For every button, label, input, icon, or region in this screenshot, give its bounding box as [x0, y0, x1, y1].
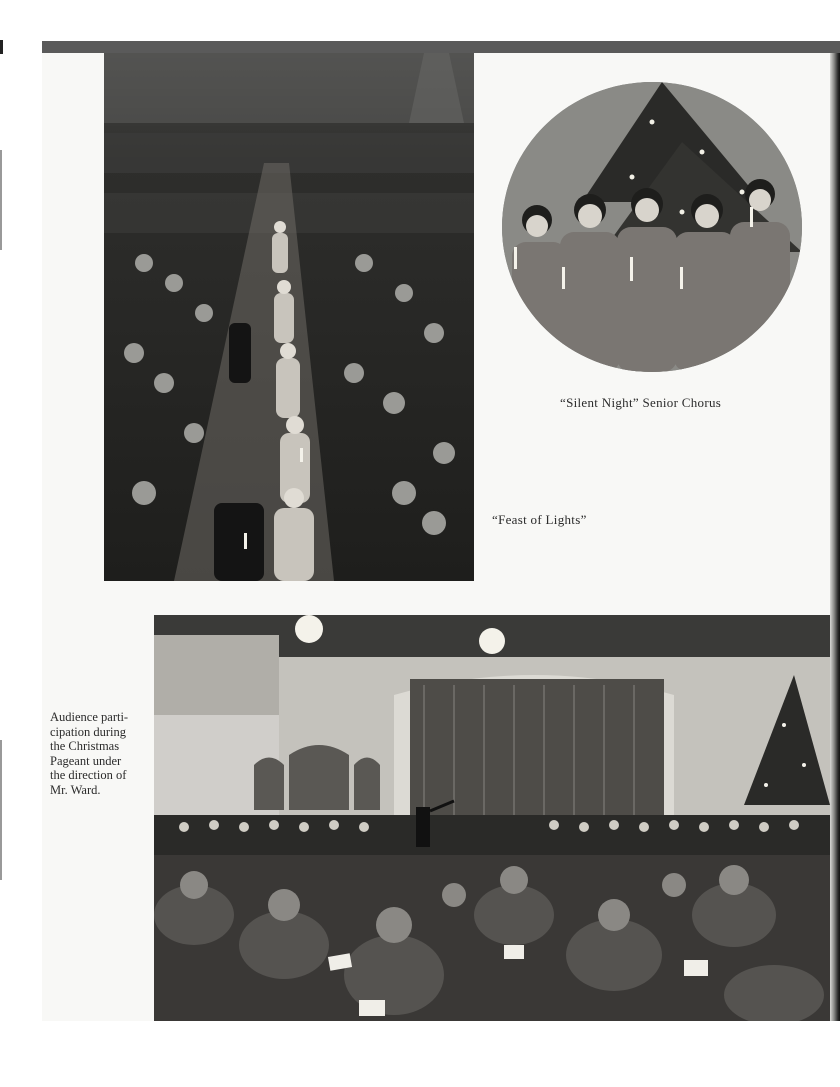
chorus-caption: “Silent Night” Senior Chorus: [560, 395, 722, 410]
margin-marks: [0, 150, 2, 250]
feast-caption: “Feast of Lights”: [492, 512, 587, 527]
audience-caption-line: the direction of: [50, 768, 127, 782]
margin-marks: [0, 740, 2, 880]
audience-caption-line: Mr. Ward.: [50, 782, 101, 797]
left-edge-mark: [0, 40, 3, 54]
feast-of-lights-photo: [104, 53, 474, 581]
audience-caption-line: the Christmas: [50, 739, 120, 753]
page-edge-shadow: [830, 53, 840, 1021]
audience-caption-line: cipation during: [50, 724, 127, 739]
silent-night-chorus-photo: [502, 82, 802, 372]
top-rule: [42, 41, 840, 53]
audience-caption-line: Audience parti-: [50, 710, 129, 724]
audience-caption-line: Pageant under: [50, 753, 122, 768]
audience-caption: [50, 710, 138, 797]
audience-participation-photo: [154, 615, 830, 1021]
